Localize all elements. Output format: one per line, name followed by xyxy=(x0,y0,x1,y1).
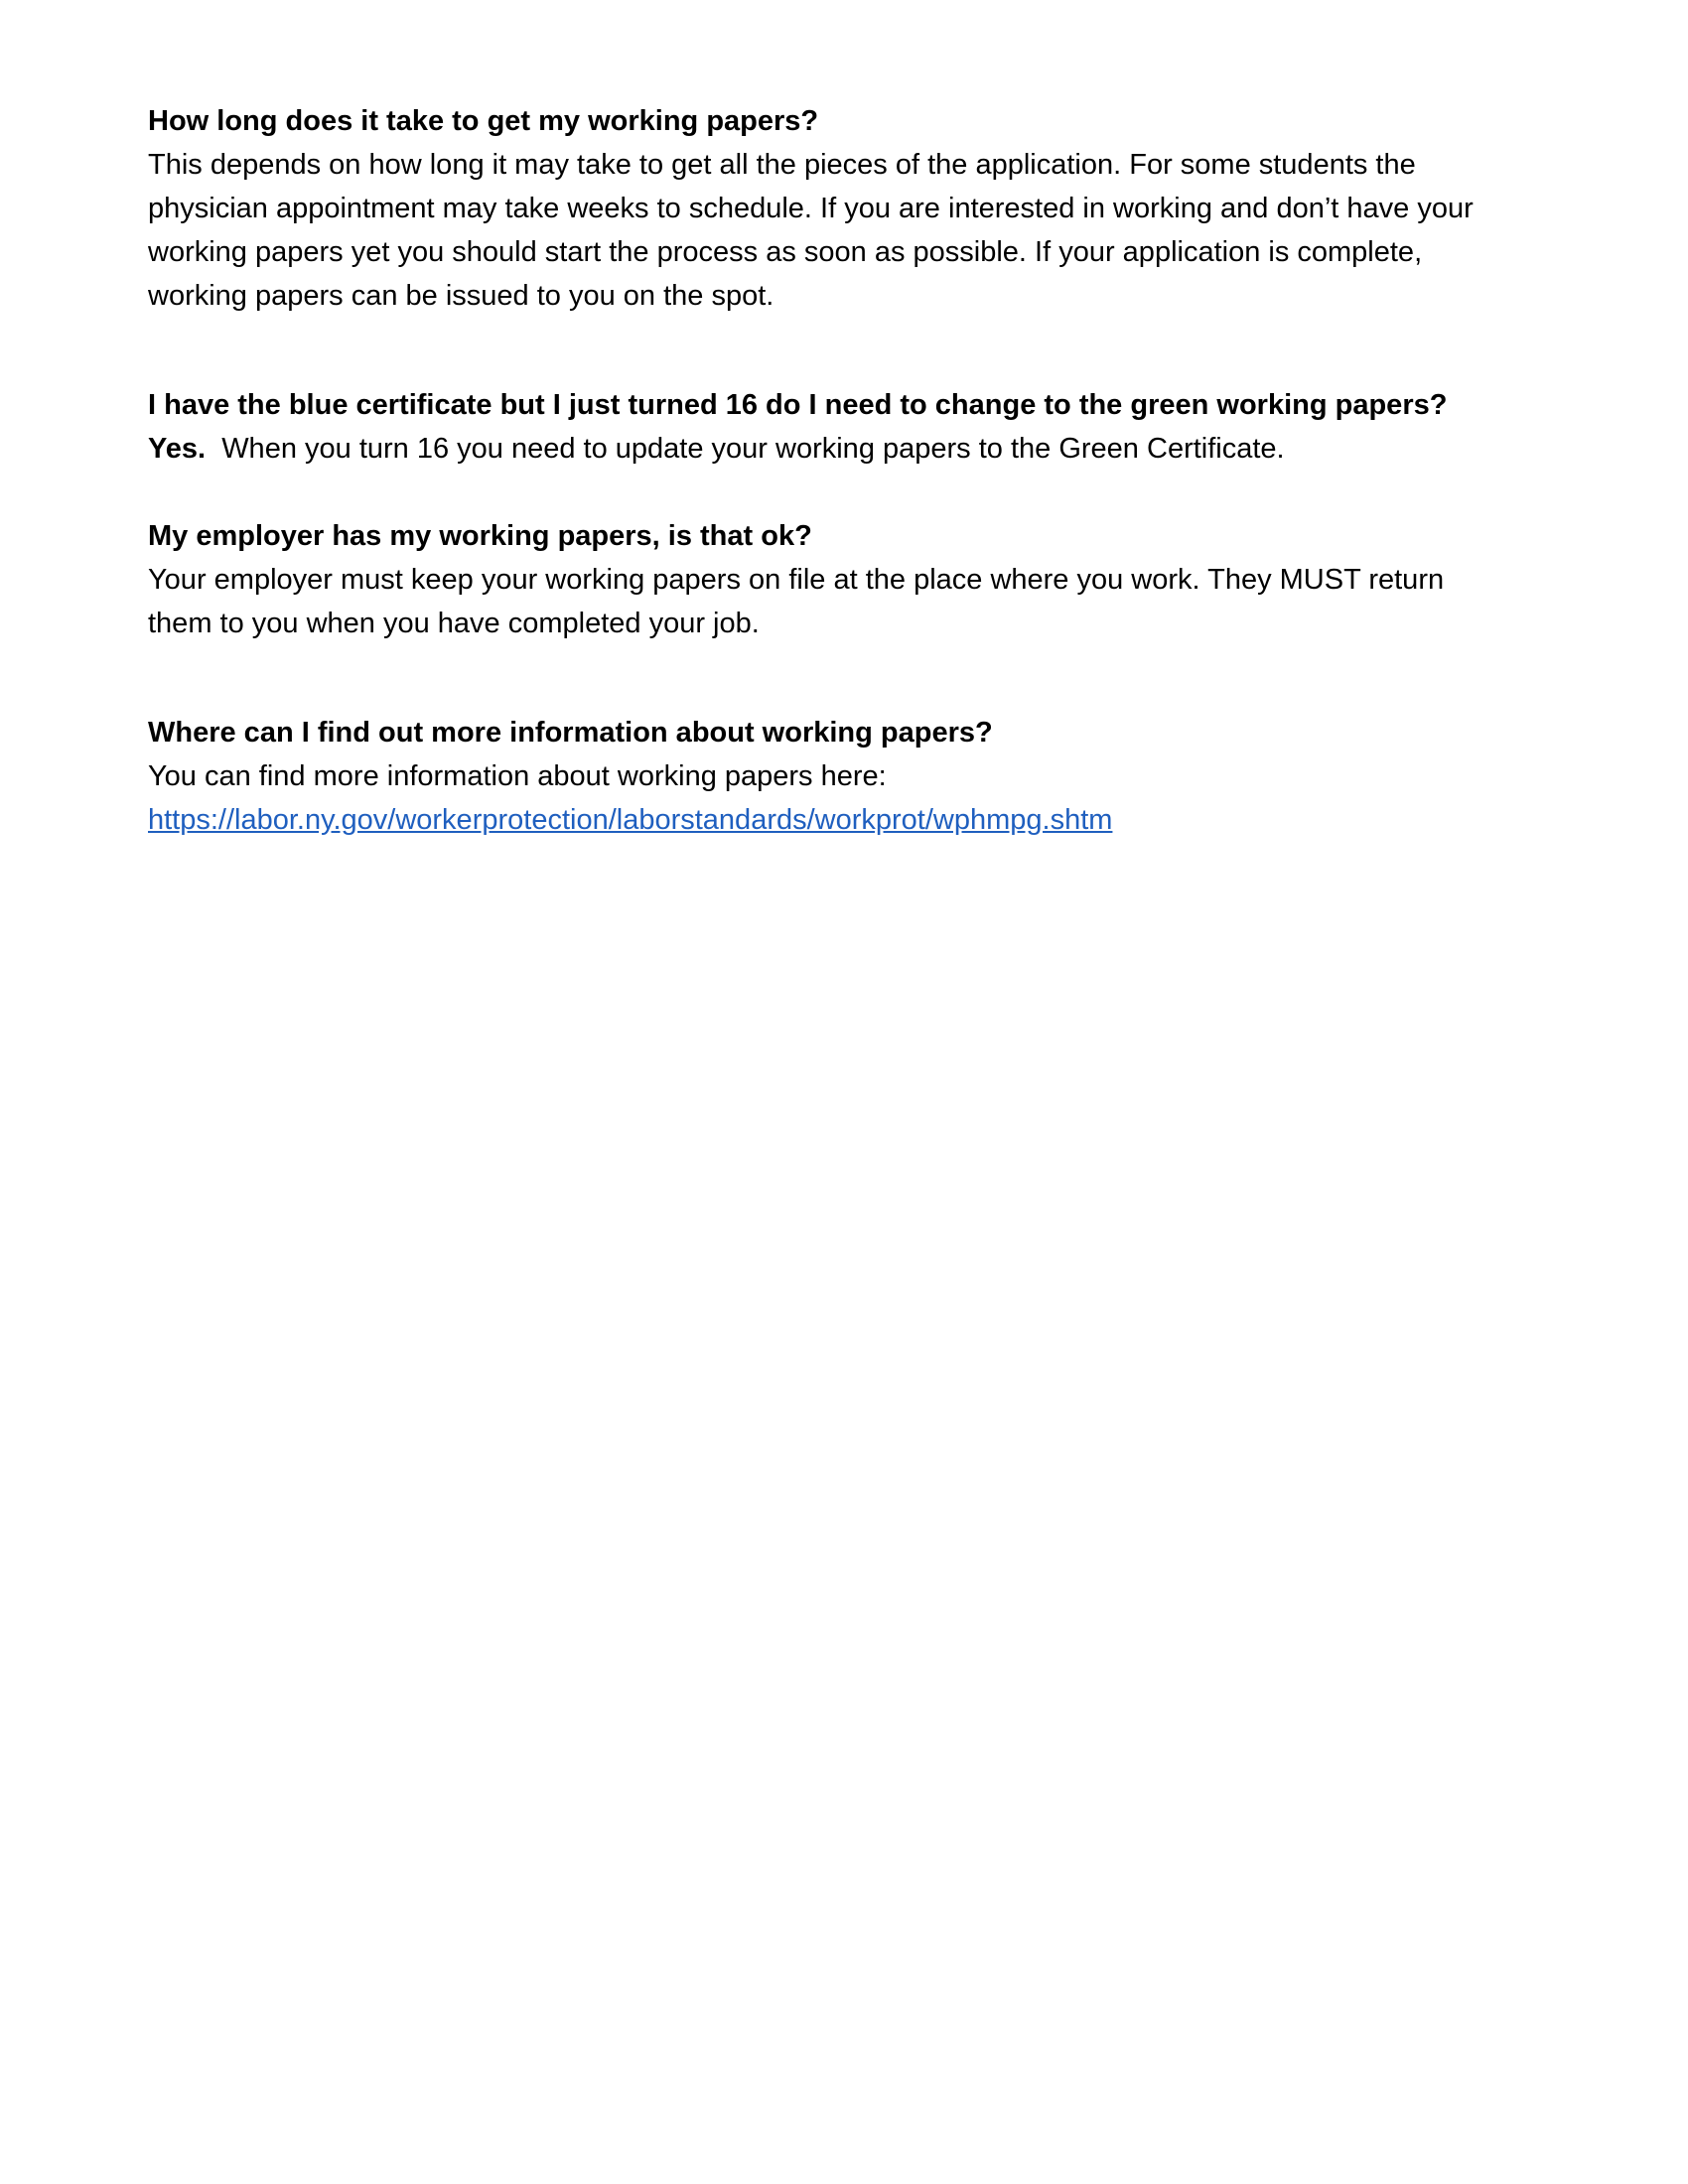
faq-answer-1-line-1: This depends on how long it may take to get all the pieces of the application. For some students the xyxy=(148,149,1416,181)
faq-question-1: How long does it take to get my working papers? xyxy=(148,105,819,137)
faq-answer-4-link-line xyxy=(148,798,1558,842)
faq-answer-3-line-1: Your employer must keep your working papers on file at the place where you work. They MUST return xyxy=(148,564,1445,596)
faq-answer-4-line-1: You can find more information about working papers here: xyxy=(148,760,887,792)
faq-answer-1-line-4: working papers can be issued to you on the spot. xyxy=(148,280,774,312)
faq-item-3 xyxy=(148,514,1558,645)
faq-item-1 xyxy=(148,99,1558,318)
faq-answer-3-line-2: them to you when you have completed your job. xyxy=(148,608,760,639)
section-spacer xyxy=(148,471,1558,514)
faq-question-4: Where can I find out more information about working papers? xyxy=(148,717,993,749)
faq-answer-2 xyxy=(148,427,1558,471)
section-spacer xyxy=(148,318,1558,383)
faq-answer-2-yes: Yes. xyxy=(148,433,207,465)
faq-answer-2-text: When you turn 16 you need to update your working papers to the Green Certificate. xyxy=(221,433,1285,465)
faq-answer-1-line-3: working papers yet you should start the process as soon as possible. If your application is complete, xyxy=(148,236,1423,268)
labor-standards-link[interactable]: https://labor.ny.gov/workerprotection/laborstandards/workprot/wphmpg.shtm xyxy=(148,804,1113,836)
faq-item-2 xyxy=(148,383,1558,471)
section-spacer xyxy=(148,645,1558,711)
faq-item-4 xyxy=(148,711,1558,842)
faq-answer-1-line-2: physician appointment may take weeks to schedule. If you are interested in working and don’t have your xyxy=(148,193,1474,224)
faq-question-2: I have the blue certificate but I just turned 16 do I need to change to the green working papers? xyxy=(148,389,1448,421)
faq-question-3: My employer has my working papers, is that ok? xyxy=(148,520,812,552)
document-page xyxy=(148,99,1558,842)
